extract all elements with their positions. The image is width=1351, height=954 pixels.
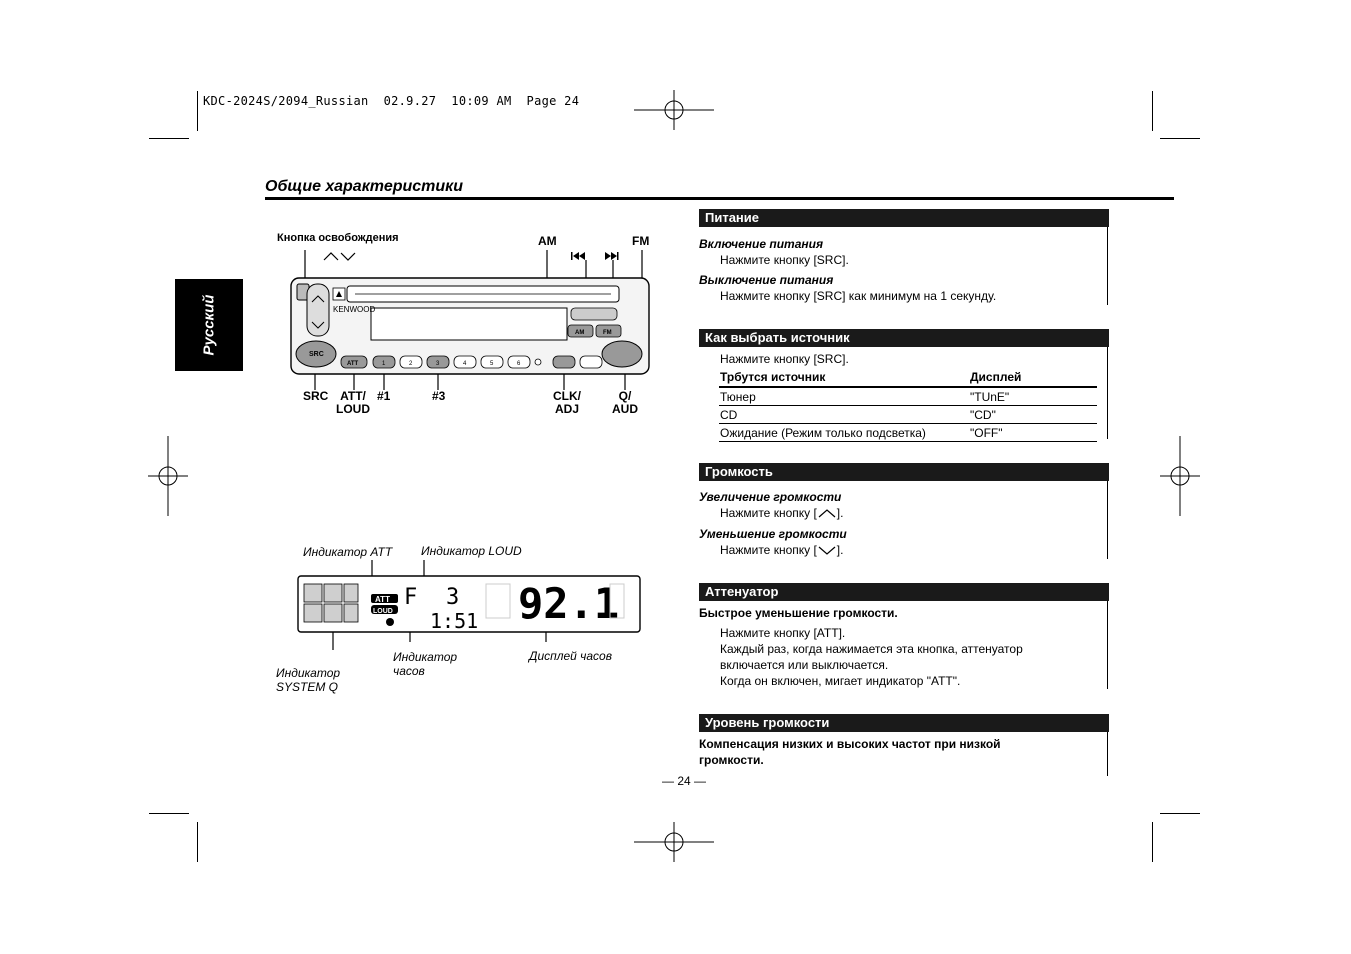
fm-label: FM xyxy=(632,234,650,248)
clock-indicator-label: Индикатор часов xyxy=(393,650,458,678)
power-on-text: Нажмите кнопку [SRC]. xyxy=(720,253,849,267)
volume-down-icon xyxy=(817,545,837,555)
section-rule xyxy=(1107,601,1108,689)
att-button-label: ATT xyxy=(347,361,359,367)
display-diagram xyxy=(290,560,650,650)
section-header-loudness: Уровень громкости xyxy=(699,714,1109,732)
src-button-label: SRC xyxy=(309,351,324,358)
preset-2-label: 2 xyxy=(409,361,413,367)
frequency-readout: 92.1 xyxy=(518,579,620,628)
print-header: KDC-2024S/2094_Russian 02.9.27 10:09 AM Page 24 xyxy=(203,94,580,108)
preset-6-label: 6 xyxy=(517,361,521,367)
power-on-title: Включение питания xyxy=(699,237,824,251)
table-row xyxy=(719,425,1097,442)
page-number: — 24 — xyxy=(662,774,707,788)
section-header-volume: Громкость xyxy=(699,463,1109,481)
col-display: Дисплей xyxy=(970,370,1022,384)
q-aud-label: Q/ AUD xyxy=(612,389,638,416)
brand-logo: KENWOOD xyxy=(333,305,376,314)
section-rule xyxy=(1107,347,1108,439)
release-button-label: Кнопка освобождения xyxy=(277,232,399,244)
att-loud-label: ATT/ LOUD xyxy=(336,389,370,416)
clock-readout: 1:51 xyxy=(430,609,479,633)
loudness-line: Компенсация низких и высоких частот при низкой xyxy=(699,737,1001,751)
title-rule xyxy=(265,197,1174,200)
registration-mark-right xyxy=(1160,436,1200,516)
attenuator-line: Когда он включен, мигает индикатор "ATT". xyxy=(720,674,961,688)
cell-source: Ожидание (Режим только подсветка) xyxy=(720,426,926,440)
source-text: Нажмите кнопку [SRC]. xyxy=(720,352,849,366)
cell-display: "CD" xyxy=(970,408,996,422)
preset-5-label: 5 xyxy=(490,361,494,367)
loud-badge: LOUD xyxy=(373,608,393,615)
registration-mark-bottom xyxy=(634,822,714,862)
fm-button-label: FM xyxy=(603,330,612,336)
am-label: AM xyxy=(538,234,557,248)
registration-mark-left xyxy=(148,436,188,516)
head-unit-diagram xyxy=(285,250,665,390)
preset-3-label: 3 xyxy=(436,361,440,367)
volume-up-icon xyxy=(817,508,837,518)
volume-up-title: Увеличение громкости xyxy=(699,490,842,504)
registration-mark-top xyxy=(634,90,714,130)
volume-down-text: Нажмите кнопку [ ]. xyxy=(720,543,844,557)
loud-indicator-label: Индикатор LOUD xyxy=(421,544,522,558)
clk-adj-label: CLK/ ADJ xyxy=(553,389,581,416)
section-header-source: Как выбрать источник xyxy=(699,329,1109,347)
power-off-text: Нажмите кнопку [SRC] как минимум на 1 секунду. xyxy=(720,289,997,303)
att-indicator-label: Индикатор ATT xyxy=(303,545,393,559)
section-header-attenuator: Аттенуатор xyxy=(699,583,1109,601)
preset-3-callout: #3 xyxy=(432,389,446,403)
attenuator-line: включается или выключается. xyxy=(720,658,889,672)
volume-up-text: Нажмите кнопку [ ]. xyxy=(720,506,844,520)
section-header-power: Питание xyxy=(699,209,1109,227)
volume-down-title: Уменьшение громкости xyxy=(699,527,847,541)
preset-4-label: 4 xyxy=(463,361,467,367)
am-button-label: AM xyxy=(575,330,585,336)
section-rule xyxy=(1107,227,1108,305)
preset-1-label: 1 xyxy=(382,361,386,367)
cell-source: CD xyxy=(720,408,738,422)
table-header xyxy=(719,369,1097,388)
table-row xyxy=(719,389,1097,406)
att-badge: ATT xyxy=(375,595,390,604)
cell-display: "TUnE" xyxy=(970,390,1010,404)
col-source: Трбутся источник xyxy=(720,370,826,384)
table-row xyxy=(719,407,1097,424)
clock-display-label: Дисплей часов xyxy=(529,649,612,663)
language-tab xyxy=(175,279,243,371)
section-rule xyxy=(1107,732,1108,776)
system-q-indicator-label: Индикатор SYSTEM Q xyxy=(276,666,341,694)
src-label: SRC xyxy=(303,389,329,403)
section-rule xyxy=(1107,481,1108,559)
page-title: Общие характеристики xyxy=(265,178,464,195)
language-tab-label: Русский xyxy=(200,294,218,356)
attenuator-line: Каждый раз, когда нажимается эта кнопка, аттенуатор xyxy=(720,642,1023,656)
channel-readout: 3 xyxy=(446,585,460,610)
attenuator-line: Нажмите кнопку [ATT]. xyxy=(720,626,846,640)
loudness-line: громкости. xyxy=(699,753,764,767)
cell-source: Тюнер xyxy=(720,390,756,404)
attenuator-subtitle: Быстрое уменьшение громкости. xyxy=(699,606,898,620)
power-off-title: Выключение питания xyxy=(699,273,834,287)
cell-display: "OFF" xyxy=(970,426,1003,440)
band-readout: F xyxy=(404,585,418,610)
source-table xyxy=(719,369,1097,443)
preset-1-callout: #1 xyxy=(377,389,391,403)
